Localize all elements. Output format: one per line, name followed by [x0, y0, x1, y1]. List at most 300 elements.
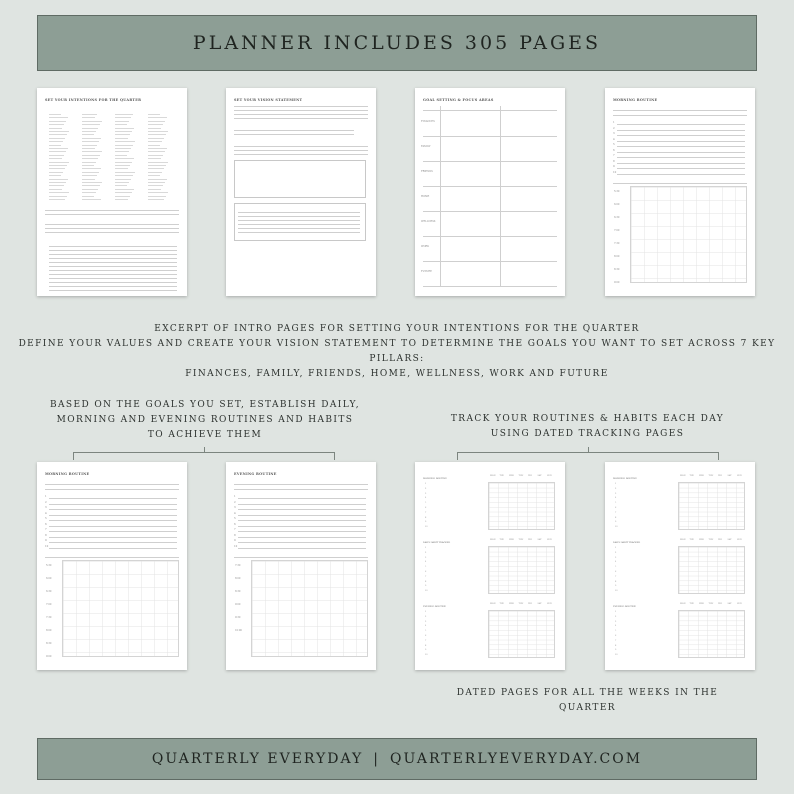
- routine-item-line: [238, 526, 366, 527]
- track-brace: [457, 452, 719, 460]
- value-word-line: [82, 165, 94, 166]
- routine-item-line: [49, 537, 177, 538]
- footer-divider: |: [373, 751, 380, 767]
- intro-caption-line-1: EXCERPT OF INTRO PAGES FOR SETTING YOUR INTENTIONS FOR THE QUARTER: [154, 324, 640, 334]
- pillar-label: FUTURE: [421, 270, 432, 273]
- intention-bullet-line: [49, 250, 177, 251]
- routine-time-label: 6:30: [614, 216, 620, 219]
- value-word-line: [148, 124, 163, 125]
- routine-time-label: 9:00: [614, 281, 620, 284]
- routine-item-number: 9: [613, 165, 615, 168]
- routine-header-line: [613, 115, 747, 116]
- routines-brace: [73, 452, 335, 460]
- routine-time-label: 8:30: [235, 590, 241, 593]
- tracker-row-number: 5: [425, 566, 427, 569]
- routine-item-number: 9: [45, 539, 47, 542]
- routine-item-number: 8: [234, 533, 236, 537]
- tracker-row-number: 10: [425, 590, 428, 593]
- routine-header-line: [45, 484, 179, 485]
- tracker-row-number: 7: [615, 511, 617, 514]
- intention-bullet-line: [49, 266, 177, 267]
- tracker-row-number: 2: [615, 487, 617, 490]
- tracker-row-number: 4: [425, 497, 427, 500]
- intention-bullet-line: [49, 278, 177, 279]
- tracker-row-number: 10: [615, 590, 618, 593]
- value-word-line: [49, 158, 62, 159]
- routines-caption-line-2: MORNING AND EVENING ROUTINES AND HABITS: [56, 415, 354, 425]
- routine-item-number: 1: [234, 495, 236, 498]
- value-word-line: [82, 158, 98, 159]
- intention-bullet-line: [49, 258, 177, 259]
- routine-item-line: [238, 504, 366, 505]
- value-word-line: [115, 168, 128, 169]
- tracker-row-number: 8: [615, 516, 617, 519]
- value-word-line: [115, 175, 133, 176]
- routine-item-number: 5: [45, 517, 47, 520]
- track-caption-line-2: USING DATED TRACKING PAGES: [490, 429, 685, 439]
- routine-item-line: [49, 542, 177, 543]
- value-word-line: [49, 199, 65, 200]
- pillar-divider: [423, 211, 557, 212]
- routine-time-label: 6:00: [614, 203, 620, 206]
- value-word-line: [148, 158, 161, 159]
- routine-item-line: [617, 168, 745, 169]
- value-word-line: [49, 175, 61, 176]
- tracker-row-number: 3: [615, 556, 617, 559]
- intention-text-line: [45, 228, 179, 229]
- value-word-line: [82, 128, 98, 129]
- tracker-day-label: TUE: [689, 475, 694, 477]
- tracker-day-label: WED: [699, 539, 705, 541]
- routine-item-number: 4: [234, 511, 236, 515]
- tracker-row-number: 9: [425, 585, 427, 588]
- pillar-label: WORK: [421, 245, 430, 248]
- goals-divider: [500, 106, 501, 286]
- tracker-row-number: 2: [615, 551, 617, 554]
- page-morning-routine: [37, 462, 187, 670]
- value-word-line: [82, 162, 96, 163]
- value-word-line: [115, 148, 131, 149]
- tracker-row-number: 3: [425, 492, 427, 495]
- routine-time-label: 8:00: [614, 255, 620, 258]
- routine-time-grid: [62, 560, 179, 657]
- tracker-row-number: 7: [425, 639, 427, 642]
- routine-time-label: 7:30: [235, 564, 241, 567]
- routine-time-label: 8:30: [46, 642, 52, 645]
- page-morning-routine-intro-title: MORNING ROUTINE: [613, 98, 658, 102]
- value-word-line: [49, 141, 63, 142]
- routine-item-number: 9: [234, 539, 236, 542]
- intention-bullet-line: [49, 286, 177, 287]
- value-word-line: [49, 196, 67, 197]
- vision-line: [234, 134, 354, 135]
- tracker-row-number: 9: [615, 585, 617, 588]
- value-word-line: [115, 182, 129, 183]
- page-vision-title: SET YOUR VISION STATEMENT: [234, 98, 303, 102]
- dated-caption-line-1: DATED PAGES FOR ALL THE WEEKS IN THE: [456, 688, 719, 698]
- routine-grid-header: [613, 183, 747, 184]
- intention-bullet-line: [49, 262, 177, 263]
- routine-item-line: [49, 515, 177, 516]
- value-word-line: [82, 185, 100, 186]
- tracker-row-number: 7: [615, 575, 617, 578]
- value-word-line: [49, 185, 64, 186]
- value-word-line: [148, 141, 162, 142]
- tracker-row-number: 1: [425, 611, 427, 613]
- tracker-grid: [678, 546, 745, 594]
- routine-item-number: 3: [613, 132, 615, 135]
- routine-item-number: 1: [613, 121, 615, 124]
- routine-item-number: 7: [613, 154, 615, 157]
- intention-text-line: [45, 214, 179, 215]
- tracker-day-label: FRI: [528, 603, 532, 605]
- value-word-line: [49, 121, 66, 122]
- routine-item-line: [617, 146, 745, 147]
- page-evening-routine-title: EVENING ROUTINE: [234, 472, 277, 476]
- pillar-divider: [423, 236, 557, 237]
- tracker-row-number: 4: [615, 497, 617, 500]
- value-word-line: [49, 155, 64, 156]
- pillar-divider: [423, 136, 557, 137]
- value-word-line: [49, 145, 61, 146]
- value-word-line: [148, 168, 164, 169]
- tracker-day-label: MON: [680, 539, 686, 541]
- tracker-day-label: SUN: [737, 603, 742, 605]
- value-word-line: [115, 165, 130, 166]
- routine-item-number: 3: [234, 506, 236, 509]
- routine-item-line: [617, 135, 745, 136]
- routines-caption: [40, 398, 370, 443]
- routines-caption-line-1: BASED ON THE GOALS YOU SET, ESTABLISH DAILY,: [50, 400, 360, 410]
- value-word-line: [115, 138, 128, 139]
- tracker-day-label: FRI: [718, 539, 722, 541]
- routine-item-line: [49, 509, 177, 510]
- value-word-line: [115, 179, 131, 180]
- dated-caption: [420, 686, 755, 716]
- value-word-line: [49, 182, 66, 183]
- tracker-day-label: FRI: [718, 475, 722, 477]
- tracker-row-number: 2: [425, 551, 427, 554]
- page-intentions-title: SET YOUR INTENTIONS FOR THE QUARTER: [45, 98, 142, 102]
- value-word-line: [115, 162, 132, 163]
- header-banner: [37, 15, 757, 71]
- page-goals: [415, 88, 565, 296]
- routine-item-number: 2: [45, 500, 47, 504]
- value-word-line: [82, 179, 95, 180]
- tracker-day-label: WED: [699, 603, 705, 605]
- routine-item-line: [238, 520, 366, 521]
- tracker-grid: [678, 610, 745, 658]
- routine-item-number: 5: [613, 143, 615, 146]
- tracker-row-number: 8: [425, 644, 427, 647]
- value-word-line: [148, 155, 163, 156]
- routine-item-number: 2: [613, 126, 615, 130]
- tracker-row-number: 1: [615, 611, 617, 613]
- routine-header-line: [234, 489, 368, 490]
- routine-item-line: [49, 520, 177, 521]
- tracker-section-label: EVENING ROUTINE: [613, 605, 637, 608]
- vision-line: [234, 110, 368, 111]
- value-word-line: [148, 175, 160, 176]
- tracker-day-label: SAT: [727, 603, 732, 605]
- routine-item-line: [49, 504, 177, 505]
- vision-example-box: [234, 203, 366, 241]
- routine-time-label: 9:00: [235, 603, 241, 606]
- routine-time-label: 7:30: [46, 616, 52, 619]
- routine-item-line: [238, 542, 366, 543]
- tracker-row-number: 9: [615, 649, 617, 652]
- tracker-day-label: SAT: [537, 475, 542, 477]
- value-word-line: [49, 114, 61, 115]
- value-word-line: [115, 114, 133, 115]
- routine-item-number: 6: [234, 522, 236, 526]
- tracker-grid: [678, 482, 745, 530]
- value-word-line: [148, 128, 161, 129]
- footer-banner: [37, 738, 757, 780]
- track-caption: [420, 412, 755, 442]
- vision-example-line: [238, 216, 360, 217]
- value-word-line: [82, 148, 95, 149]
- tracker-day-label: SUN: [547, 603, 552, 605]
- value-word-line: [82, 196, 94, 197]
- intention-bullet-line: [49, 274, 177, 275]
- vision-line: [234, 130, 354, 131]
- value-word-line: [49, 151, 66, 152]
- tracker-row-number: 10: [425, 654, 428, 657]
- vision-box: [234, 160, 366, 198]
- intention-bullet-line: [49, 246, 177, 247]
- routine-item-number: 10: [613, 170, 617, 174]
- routine-item-line: [49, 531, 177, 532]
- tracker-row-number: 5: [425, 502, 427, 505]
- value-word-line: [148, 151, 165, 152]
- tracker-day-label: WED: [699, 475, 705, 477]
- routine-time-label: 6:30: [46, 590, 52, 593]
- page-dated-tracker-2: [605, 462, 755, 670]
- value-word-line: [115, 141, 135, 142]
- intention-bullet-line: [49, 270, 177, 271]
- routine-item-number: 4: [613, 137, 615, 141]
- tracker-row-number: 10: [425, 526, 428, 529]
- vision-example-line: [238, 228, 360, 229]
- pillar-divider: [423, 286, 557, 287]
- routine-item-line: [617, 141, 745, 142]
- vision-line: [234, 114, 368, 115]
- value-word-line: [115, 145, 133, 146]
- value-word-line: [49, 117, 68, 118]
- value-word-line: [115, 158, 134, 159]
- value-word-line: [82, 199, 101, 200]
- value-word-line: [148, 162, 168, 163]
- value-word-line: [82, 131, 96, 132]
- vision-example-line: [238, 212, 360, 213]
- pillar-divider: [423, 161, 557, 162]
- tracker-day-label: THU: [708, 539, 714, 541]
- value-word-line: [82, 145, 97, 146]
- routine-item-number: 7: [234, 528, 236, 531]
- tracker-row-number: 4: [425, 625, 427, 628]
- tracker-day-label: MON: [490, 539, 496, 541]
- vision-line: [234, 150, 368, 151]
- routine-item-line: [617, 130, 745, 131]
- tracker-day-label: FRI: [718, 603, 722, 605]
- value-word-line: [115, 128, 134, 129]
- tracker-row-number: 6: [615, 507, 617, 509]
- tracker-row-number: 2: [615, 615, 617, 618]
- value-word-line: [82, 175, 97, 176]
- value-word-line: [49, 172, 63, 173]
- routine-item-line: [238, 531, 366, 532]
- tracker-day-label: TUE: [689, 539, 694, 541]
- intention-bullet-line: [49, 282, 177, 283]
- routine-item-number: 3: [45, 506, 47, 509]
- tracker-day-label: FRI: [528, 539, 532, 541]
- tracker-section-label: DAILY HABIT TRACKER: [613, 541, 641, 544]
- value-word-line: [148, 121, 165, 122]
- vision-line: [234, 146, 368, 147]
- tracker-row-number: 4: [425, 561, 427, 564]
- routine-item-number: 1: [45, 495, 47, 498]
- routine-item-number: 8: [45, 533, 47, 537]
- value-word-line: [115, 117, 131, 118]
- tracker-day-label: THU: [708, 603, 714, 605]
- routine-time-label: 8:30: [614, 268, 620, 271]
- routine-time-label: 5:30: [46, 564, 52, 567]
- value-word-line: [148, 172, 162, 173]
- tracker-row-number: 9: [425, 649, 427, 652]
- value-word-line: [148, 189, 161, 190]
- routine-time-label: 7:00: [46, 603, 52, 606]
- tracker-grid: [488, 546, 555, 594]
- routine-time-label: 7:00: [614, 229, 620, 232]
- pillar-label: WELLNESS: [421, 220, 436, 223]
- intro-caption-line-3: FINANCES, FAMILY, FRIENDS, HOME, WELLNESS, WORK AND FUTURE: [185, 369, 609, 379]
- value-word-line: [82, 151, 102, 152]
- tracker-day-label: MON: [490, 603, 496, 605]
- tracker-row-number: 8: [615, 580, 617, 583]
- routine-item-line: [49, 498, 177, 499]
- value-word-line: [49, 138, 65, 139]
- tracker-row-number: 3: [615, 620, 617, 623]
- tracker-day-label: TUE: [499, 539, 504, 541]
- tracker-day-label: TUE: [499, 475, 504, 477]
- vision-line: [234, 154, 368, 155]
- value-word-line: [148, 148, 167, 149]
- value-word-line: [148, 192, 168, 193]
- tracker-day-label: SUN: [547, 539, 552, 541]
- value-word-line: [49, 192, 69, 193]
- intention-bullet-line: [49, 254, 177, 255]
- tracker-row-number: 10: [615, 654, 618, 657]
- routine-time-label: 5:30: [614, 190, 620, 193]
- value-word-line: [82, 155, 100, 156]
- vision-line: [234, 118, 368, 119]
- routine-grid-header: [45, 557, 179, 558]
- tracker-day-label: THU: [708, 475, 714, 477]
- routine-item-line: [617, 174, 745, 175]
- routine-header-line: [45, 489, 179, 490]
- value-word-line: [82, 124, 100, 125]
- value-word-line: [148, 165, 166, 166]
- tracker-row-number: 5: [425, 630, 427, 633]
- value-word-line: [49, 162, 69, 163]
- value-word-line: [148, 182, 165, 183]
- tracker-day-label: FRI: [528, 475, 532, 477]
- tracker-day-label: TUE: [499, 603, 504, 605]
- tracker-section-label: EVENING ROUTINE: [423, 605, 447, 608]
- value-word-line: [115, 199, 128, 200]
- pillar-label: HOME: [421, 195, 430, 198]
- routine-time-label: 10:00: [235, 629, 242, 632]
- tracker-row-number: 4: [615, 561, 617, 564]
- tracker-row-number: 3: [425, 556, 427, 559]
- vision-line: [234, 106, 368, 107]
- pillar-divider: [423, 186, 557, 187]
- tracker-day-label: SUN: [737, 539, 742, 541]
- value-word-line: [115, 124, 127, 125]
- value-word-line: [49, 189, 62, 190]
- routine-item-number: 2: [234, 500, 236, 504]
- tracker-section-label: DAILY HABIT TRACKER: [423, 541, 451, 544]
- tracker-row-number: 1: [615, 483, 617, 485]
- goals-header-line: [423, 110, 557, 111]
- value-word-line: [82, 117, 95, 118]
- routine-header-line: [613, 110, 747, 111]
- track-caption-line-1: TRACK YOUR ROUTINES & HABITS EACH DAY: [450, 414, 725, 424]
- value-word-line: [148, 131, 168, 132]
- value-word-line: [115, 185, 127, 186]
- page-dated-tracker-1: [415, 462, 565, 670]
- tracker-row-number: 7: [615, 639, 617, 642]
- tracker-row-number: 8: [615, 644, 617, 647]
- tracker-day-label: MON: [490, 475, 496, 477]
- value-word-line: [82, 168, 101, 169]
- value-word-line: [115, 196, 130, 197]
- pillar-label: FINANCES: [421, 120, 435, 123]
- goals-divider: [440, 106, 441, 286]
- page-morning-routine-intro: [605, 88, 755, 296]
- tracker-row-number: 10: [615, 526, 618, 529]
- tracker-day-label: SAT: [537, 539, 542, 541]
- tracker-row-number: 4: [615, 625, 617, 628]
- tracker-row-number: 1: [425, 547, 427, 549]
- routine-item-number: 7: [45, 528, 47, 531]
- value-word-line: [115, 131, 132, 132]
- vision-example-line: [238, 220, 360, 221]
- value-word-line: [49, 148, 68, 149]
- page-goals-title: GOAL SETTING & FOCUS AREAS: [423, 98, 494, 102]
- intention-bullet-line: [49, 290, 177, 291]
- routine-item-number: 8: [613, 159, 615, 163]
- value-word-line: [148, 179, 167, 180]
- tracker-day-label: TUE: [689, 603, 694, 605]
- routine-item-line: [49, 548, 177, 549]
- tracker-row-number: 3: [615, 492, 617, 495]
- routine-item-line: [617, 152, 745, 153]
- pillar-label: FRIENDS: [421, 170, 433, 173]
- tracker-day-label: WED: [509, 603, 515, 605]
- tracker-row-number: 6: [425, 571, 427, 573]
- routine-item-line: [617, 163, 745, 164]
- value-word-line: [49, 131, 69, 132]
- routine-time-grid: [251, 560, 368, 657]
- tracker-day-label: WED: [509, 539, 515, 541]
- value-word-line: [82, 134, 94, 135]
- intention-text-line: [45, 224, 179, 225]
- value-word-line: [49, 124, 64, 125]
- tracker-day-label: SUN: [547, 475, 552, 477]
- routine-item-number: 6: [45, 522, 47, 526]
